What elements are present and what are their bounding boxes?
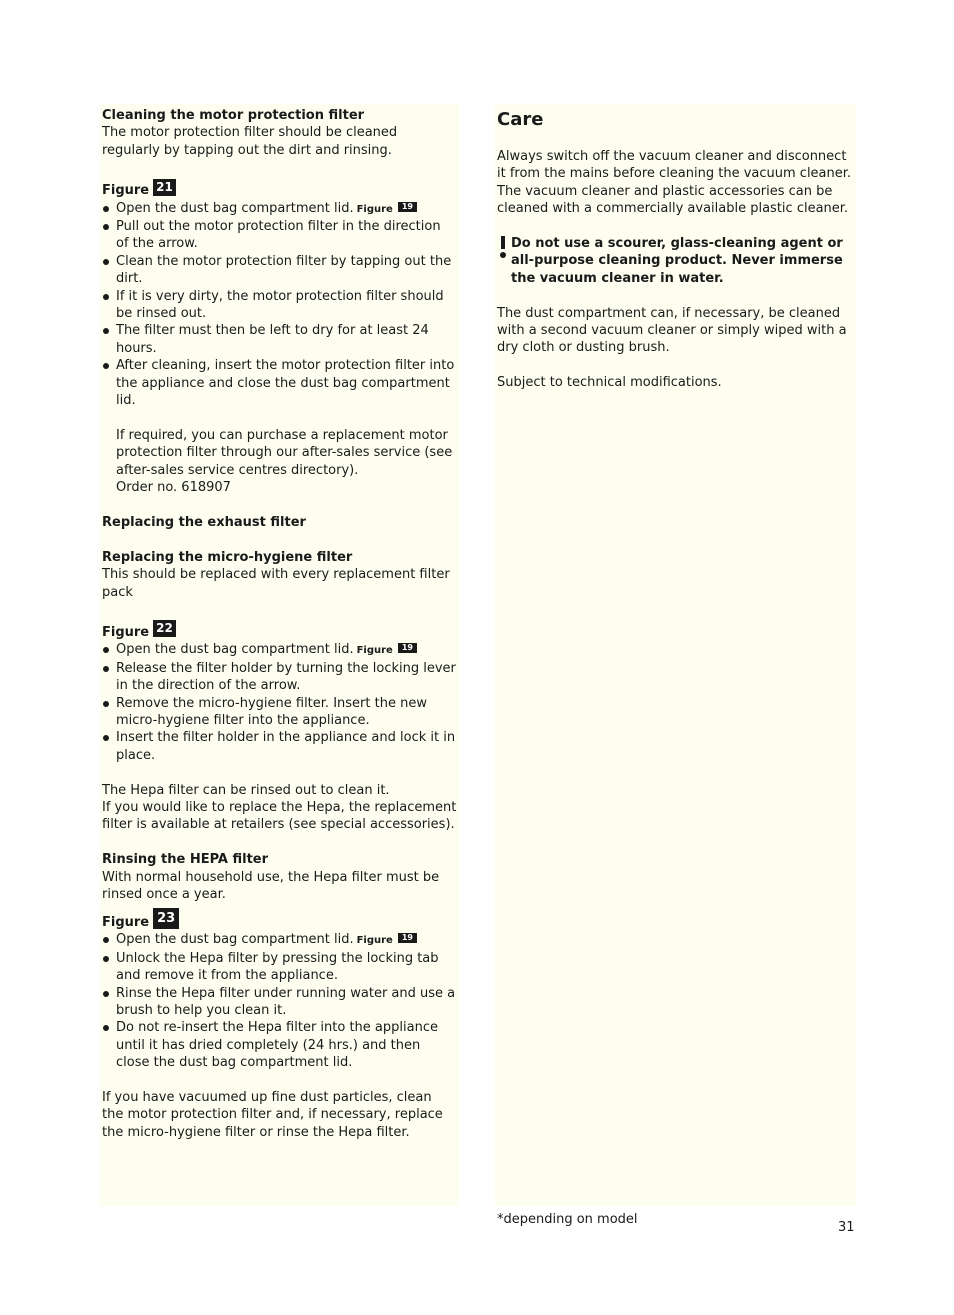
- hepa-rinse-note: The Hepa filter can be rinsed out to clean it.: [102, 782, 390, 798]
- figure-23-badge: 23: [153, 908, 179, 929]
- motor-filter-steps: [102, 200, 457, 410]
- list-item: Open the dust bag compartment lid. Figure 19: [102, 200, 457, 218]
- motor-replacement-note: If required, you can purchase a replacement motor protection filter through our after-sales service (see after-sales service centres directory).: [116, 427, 453, 478]
- list-item: Pull out the motor protection filter in the direction of the arrow.: [102, 218, 457, 253]
- care-intro: Always switch off the vacuum cleaner and disconnect it from the mains before cleaning the vacuum cleaner.: [497, 149, 852, 182]
- figure-22-badge: 22: [153, 620, 176, 637]
- list-item: If it is very dirty, the motor protection filter should be rinsed out.: [102, 288, 457, 323]
- hepa-steps: [102, 931, 457, 1071]
- figure-21-badge: 21: [153, 179, 176, 196]
- micro-filter-intro: This should be replaced with every replacement filter pack: [102, 567, 450, 600]
- footnote: *depending on model: [497, 1212, 638, 1227]
- care-title: Care: [497, 109, 544, 130]
- list-item: Insert the filter holder in the appliance and lock it in place.: [102, 729, 457, 764]
- list-item: Rinse the Hepa filter under running water and use a brush to help you clean it.: [102, 985, 457, 1020]
- figure-ref: Figure: [356, 935, 393, 947]
- list-item: Remove the micro-hygiene filter. Insert the new micro-hygiene filter into the appliance.: [102, 695, 457, 730]
- exhaust-filter-heading: Replacing the exhaust filter: [102, 514, 306, 530]
- micro-filter-heading: Replacing the micro-hygiene filter: [102, 549, 353, 565]
- figure-23-label: Figure 23: [102, 903, 457, 931]
- list-item: Release the filter holder by turning the locking lever in the direction of the arrow.: [102, 660, 457, 695]
- motor-filter-intro: The motor protection filter should be cleaned regularly by tapping out the dirt and rinsing.: [102, 125, 398, 158]
- list-item: Clean the motor protection filter by tapping out the dirt.: [102, 253, 457, 288]
- subject-to-modifications: Subject to technical modifications.: [497, 375, 722, 391]
- dust-compartment-note: The dust compartment can, if necessary, be cleaned with a second vacuum cleaner or simply wiped with a dry cloth or dusting brush.: [497, 305, 847, 356]
- right-column: [495, 104, 856, 1206]
- exclamation-icon: [498, 236, 508, 266]
- figure-22-label: Figure 22: [102, 618, 457, 641]
- warning-text: Do not use a scourer, glass-cleaning agent or all-purpose cleaning product. Never immerse the vacuum cleaner in water.: [511, 236, 843, 286]
- hepa-heading: Rinsing the HEPA filter: [102, 852, 269, 868]
- micro-filter-steps: [102, 641, 457, 764]
- list-item: After cleaning, insert the motor protection filter into the appliance and close the dust bag compartment lid.: [102, 357, 457, 409]
- page-number: 31: [838, 1220, 855, 1235]
- figure-19-badge: 19: [398, 643, 417, 653]
- motor-filter-heading: Cleaning the motor protection filter: [102, 108, 365, 123]
- warning-note: [497, 235, 854, 287]
- hepa-intro: With normal household use, the Hepa filter must be rinsed once a year.: [102, 869, 440, 902]
- figure-ref: Figure: [356, 645, 393, 657]
- list-item: Unlock the Hepa filter by pressing the locking tab and remove it from the appliance.: [102, 950, 457, 985]
- list-item: Open the dust bag compartment lid. Figure 19: [102, 641, 457, 659]
- figure-19-badge: 19: [398, 933, 417, 943]
- list-item: Open the dust bag compartment lid. Figure 19: [102, 931, 457, 949]
- left-column: [100, 104, 459, 1206]
- hepa-replace-note: If you would like to replace the Hepa, the replacement filter is available at retailers (see special accessories).: [102, 799, 457, 833]
- list-item: Do not re-insert the Hepa filter into the appliance until it has dried completely (24 hrs.) and then close the dust bag compartment lid.: [102, 1019, 457, 1071]
- list-item: The filter must then be left to dry for at least 24 hours.: [102, 322, 457, 357]
- care-plastic-note: The vacuum cleaner and plastic accessories can be cleaned with a commercially available plastic cleaner.: [497, 183, 849, 217]
- figure-19-badge: 19: [398, 202, 417, 212]
- fine-dust-note: If you have vacuumed up fine dust particles, clean the motor protection filter and, if necessary, replace the micro-hygiene filter or rinse the Hepa filter.: [102, 1090, 443, 1140]
- motor-order-number: Order no. 618907: [116, 480, 231, 496]
- figure-ref: Figure: [356, 203, 393, 215]
- figure-21-label: Figure 21: [102, 177, 457, 200]
